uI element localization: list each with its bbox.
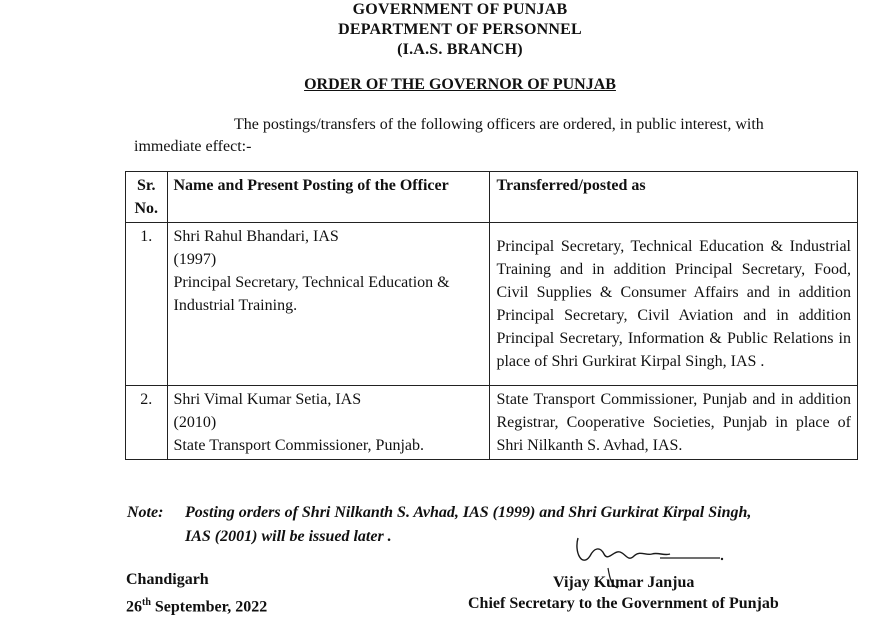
row-officer (167, 386, 490, 460)
officer-name: Shri Vimal Kumar Setia, IAS (173, 391, 362, 408)
row-sr: 2. (126, 386, 168, 460)
postings-table (125, 171, 858, 460)
row-sr: 1. (126, 223, 168, 386)
table-row (126, 386, 858, 460)
header-sr-no (126, 172, 168, 223)
header-government: GOVERNMENT OF PUNJAB (352, 1, 568, 18)
officer-present-posting: Principal Secretary, Technical Education & Industrial Training. (173, 274, 450, 314)
row-posted-as: Principal Secretary, Technical Education & Industrial Training and in addition Principal Secretary, Food, Civil Supplies & Consumer Affairs and in addition Principal Secretary, Civil Aviation and in addition Principal Secretary, Information & Public Relations in place of Shri Gurkirat Kirpal Singh, IAS . (490, 223, 858, 386)
officer-batch: (1997) (173, 251, 217, 268)
order-title: ORDER OF THE GOVERNOR OF PUNJAB (304, 76, 616, 93)
note-line-2: IAS (2001) will be issued later . (185, 528, 392, 545)
header-sr-label: Sr. (136, 177, 156, 194)
officer-batch: (2010) (173, 414, 217, 431)
header-no-label: No. (134, 200, 159, 217)
note-label: Note: (127, 504, 164, 521)
signatory-title: Chief Secretary to the Government of Punjab (468, 595, 779, 612)
table-row (126, 223, 858, 386)
date (126, 591, 267, 618)
header-name: Name and Present Posting of the Officer (167, 172, 490, 223)
intro-line-1: The postings/transfers of the following officers are ordered, in public interest, with (234, 116, 764, 133)
signatory-name: Vijay Kumar Janjua (553, 574, 695, 591)
table-header-row (126, 172, 858, 223)
intro-line-2: immediate effect:- (134, 138, 252, 155)
date-day: 26 (126, 598, 142, 616)
header-department: DEPARTMENT OF PERSONNEL (338, 21, 582, 38)
note-line-1: Posting orders of Shri Nilkanth S. Avhad, IAS (1999) and Shri Gurkirat Kirpal Singh, (185, 504, 752, 521)
row-posted-as: State Transport Commissioner, Punjab and in addition Registrar, Cooperative Societies, Punjab in place of Shri Nilkanth S. Avhad, IAS. (490, 386, 858, 460)
date-rest: September, 2022 (150, 598, 268, 616)
header-branch: (I.A.S. BRANCH) (397, 41, 523, 58)
header-transferred: Transferred/posted as (490, 172, 858, 223)
place-and-date (126, 568, 267, 618)
officer-name: Shri Rahul Bhandari, IAS (173, 228, 339, 245)
officer-present-posting: State Transport Commissioner, Punjab. (173, 437, 424, 454)
date-suffix: th (142, 597, 151, 608)
row-officer (167, 223, 490, 386)
place: Chandigarh (126, 571, 209, 588)
